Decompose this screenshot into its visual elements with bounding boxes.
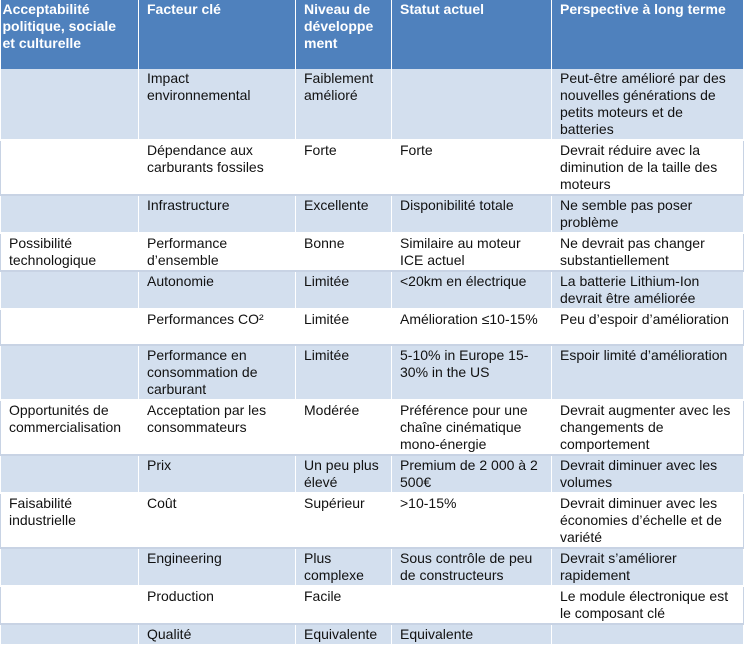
table-cell: [1, 271, 139, 309]
table-cell: Le module électronique est le composant clé: [552, 586, 744, 624]
table-cell: Devrait augmenter avec les changements de comportement: [552, 400, 744, 455]
table-row: [1, 455, 744, 493]
table-row: [1, 586, 744, 624]
table-cell: Qualité: [139, 624, 296, 645]
table-cell: Un peu plus élevé: [296, 455, 392, 493]
table-row: [1, 140, 744, 195]
table-cell: Modérée: [296, 400, 392, 455]
table-cell: Performances CO²: [139, 309, 296, 345]
table-cell: [552, 624, 744, 645]
table-cell: Disponibilité totale: [392, 195, 552, 233]
table-cell: [392, 69, 552, 140]
table-row: [1, 233, 744, 271]
table-cell: Premium de 2 000 à 2 500€: [392, 455, 552, 493]
table-row: [1, 400, 744, 455]
table-row: [1, 624, 744, 645]
table-cell: <20km en électrique: [392, 271, 552, 309]
table-cell: Peu d’espoir d’amélioration: [552, 309, 744, 345]
table-row: [1, 271, 744, 309]
header-current-status: Statut actuel: [392, 0, 552, 69]
table-cell: Faisabilité industrielle: [1, 493, 139, 548]
table-cell: Préférence pour une chaîne cinématique mono-énergie: [392, 400, 552, 455]
table-cell: Impact environnemental: [139, 69, 296, 140]
table-cell: Excellente: [296, 195, 392, 233]
table-cell: Possibilité technologique: [1, 233, 139, 271]
table-cell: Dépendance aux carburants fossiles: [139, 140, 296, 195]
table-cell: Performance d’ensemble: [139, 233, 296, 271]
table-cell: >10-15%: [392, 493, 552, 548]
table-cell: Performance en consommation de carburant: [139, 345, 296, 400]
table-cell: [392, 586, 552, 624]
table-row: [1, 309, 744, 345]
header-acceptability: Acceptabilité politique, sociale et culturelle: [1, 0, 139, 69]
header-development-level: Niveau de développe ment: [296, 0, 392, 69]
table-row: [1, 345, 744, 400]
table-cell: La batterie Lithium-Ion devrait être améliorée: [552, 271, 744, 309]
table-row: [1, 69, 744, 140]
table-cell: Production: [139, 586, 296, 624]
table-cell: Plus complexe: [296, 548, 392, 586]
table-cell: Prix: [139, 455, 296, 493]
table-cell: [1, 624, 139, 645]
table-cell: Amélioration ≤10-15%: [392, 309, 552, 345]
table-cell: 5-10% in Europe 15-30% in the US: [392, 345, 552, 400]
table-cell: Acceptation par les consommateurs: [139, 400, 296, 455]
table-cell: [1, 140, 139, 195]
table-cell: Sous contrôle de peu de constructeurs: [392, 548, 552, 586]
table-cell: Devrait s’améliorer rapidement: [552, 548, 744, 586]
table-row: [1, 548, 744, 586]
table-cell: Faiblement amélioré: [296, 69, 392, 140]
table-cell: Coût: [139, 493, 296, 548]
table-cell: Equivalente: [296, 624, 392, 645]
table-cell: Similaire au moteur ICE actuel: [392, 233, 552, 271]
table-cell: Limitée: [296, 345, 392, 400]
table-cell: Espoir limité d’amélioration: [552, 345, 744, 400]
table-row: [1, 195, 744, 233]
table-cell: [1, 69, 139, 140]
table-cell: Forte: [392, 140, 552, 195]
table-cell: [1, 195, 139, 233]
table-cell: Engineering: [139, 548, 296, 586]
table-row: [1, 493, 744, 548]
table-cell: [1, 548, 139, 586]
header-key-factor: Facteur clé: [139, 0, 296, 69]
table-cell: Peut-être amélioré par des nouvelles générations de petits moteurs et de batteries: [552, 69, 744, 140]
table-cell: [1, 309, 139, 345]
table-cell: [1, 586, 139, 624]
table-cell: [1, 455, 139, 493]
table-cell: Supérieur: [296, 493, 392, 548]
table-cell: Ne devrait pas changer substantiellement: [552, 233, 744, 271]
table-cell: Devrait diminuer avec les volumes: [552, 455, 744, 493]
table-cell: Equivalente: [392, 624, 552, 645]
header-long-term-outlook: Perspective à long terme: [552, 0, 744, 69]
table-cell: [1, 345, 139, 400]
header-row: [1, 0, 744, 69]
table-cell: Devrait diminuer avec les économies d’échelle et de variété: [552, 493, 744, 548]
table-cell: Devrait réduire avec la diminution de la taille des moteurs: [552, 140, 744, 195]
table-cell: Limitée: [296, 309, 392, 345]
table-cell: Forte: [296, 140, 392, 195]
table-cell: Autonomie: [139, 271, 296, 309]
table-cell: Bonne: [296, 233, 392, 271]
table-cell: Limitée: [296, 271, 392, 309]
table-cell: Ne semble pas poser problème: [552, 195, 744, 233]
table-cell: Opportunités de commercialisation: [1, 400, 139, 455]
table-cell: Infrastructure: [139, 195, 296, 233]
table-cell: Facile: [296, 586, 392, 624]
